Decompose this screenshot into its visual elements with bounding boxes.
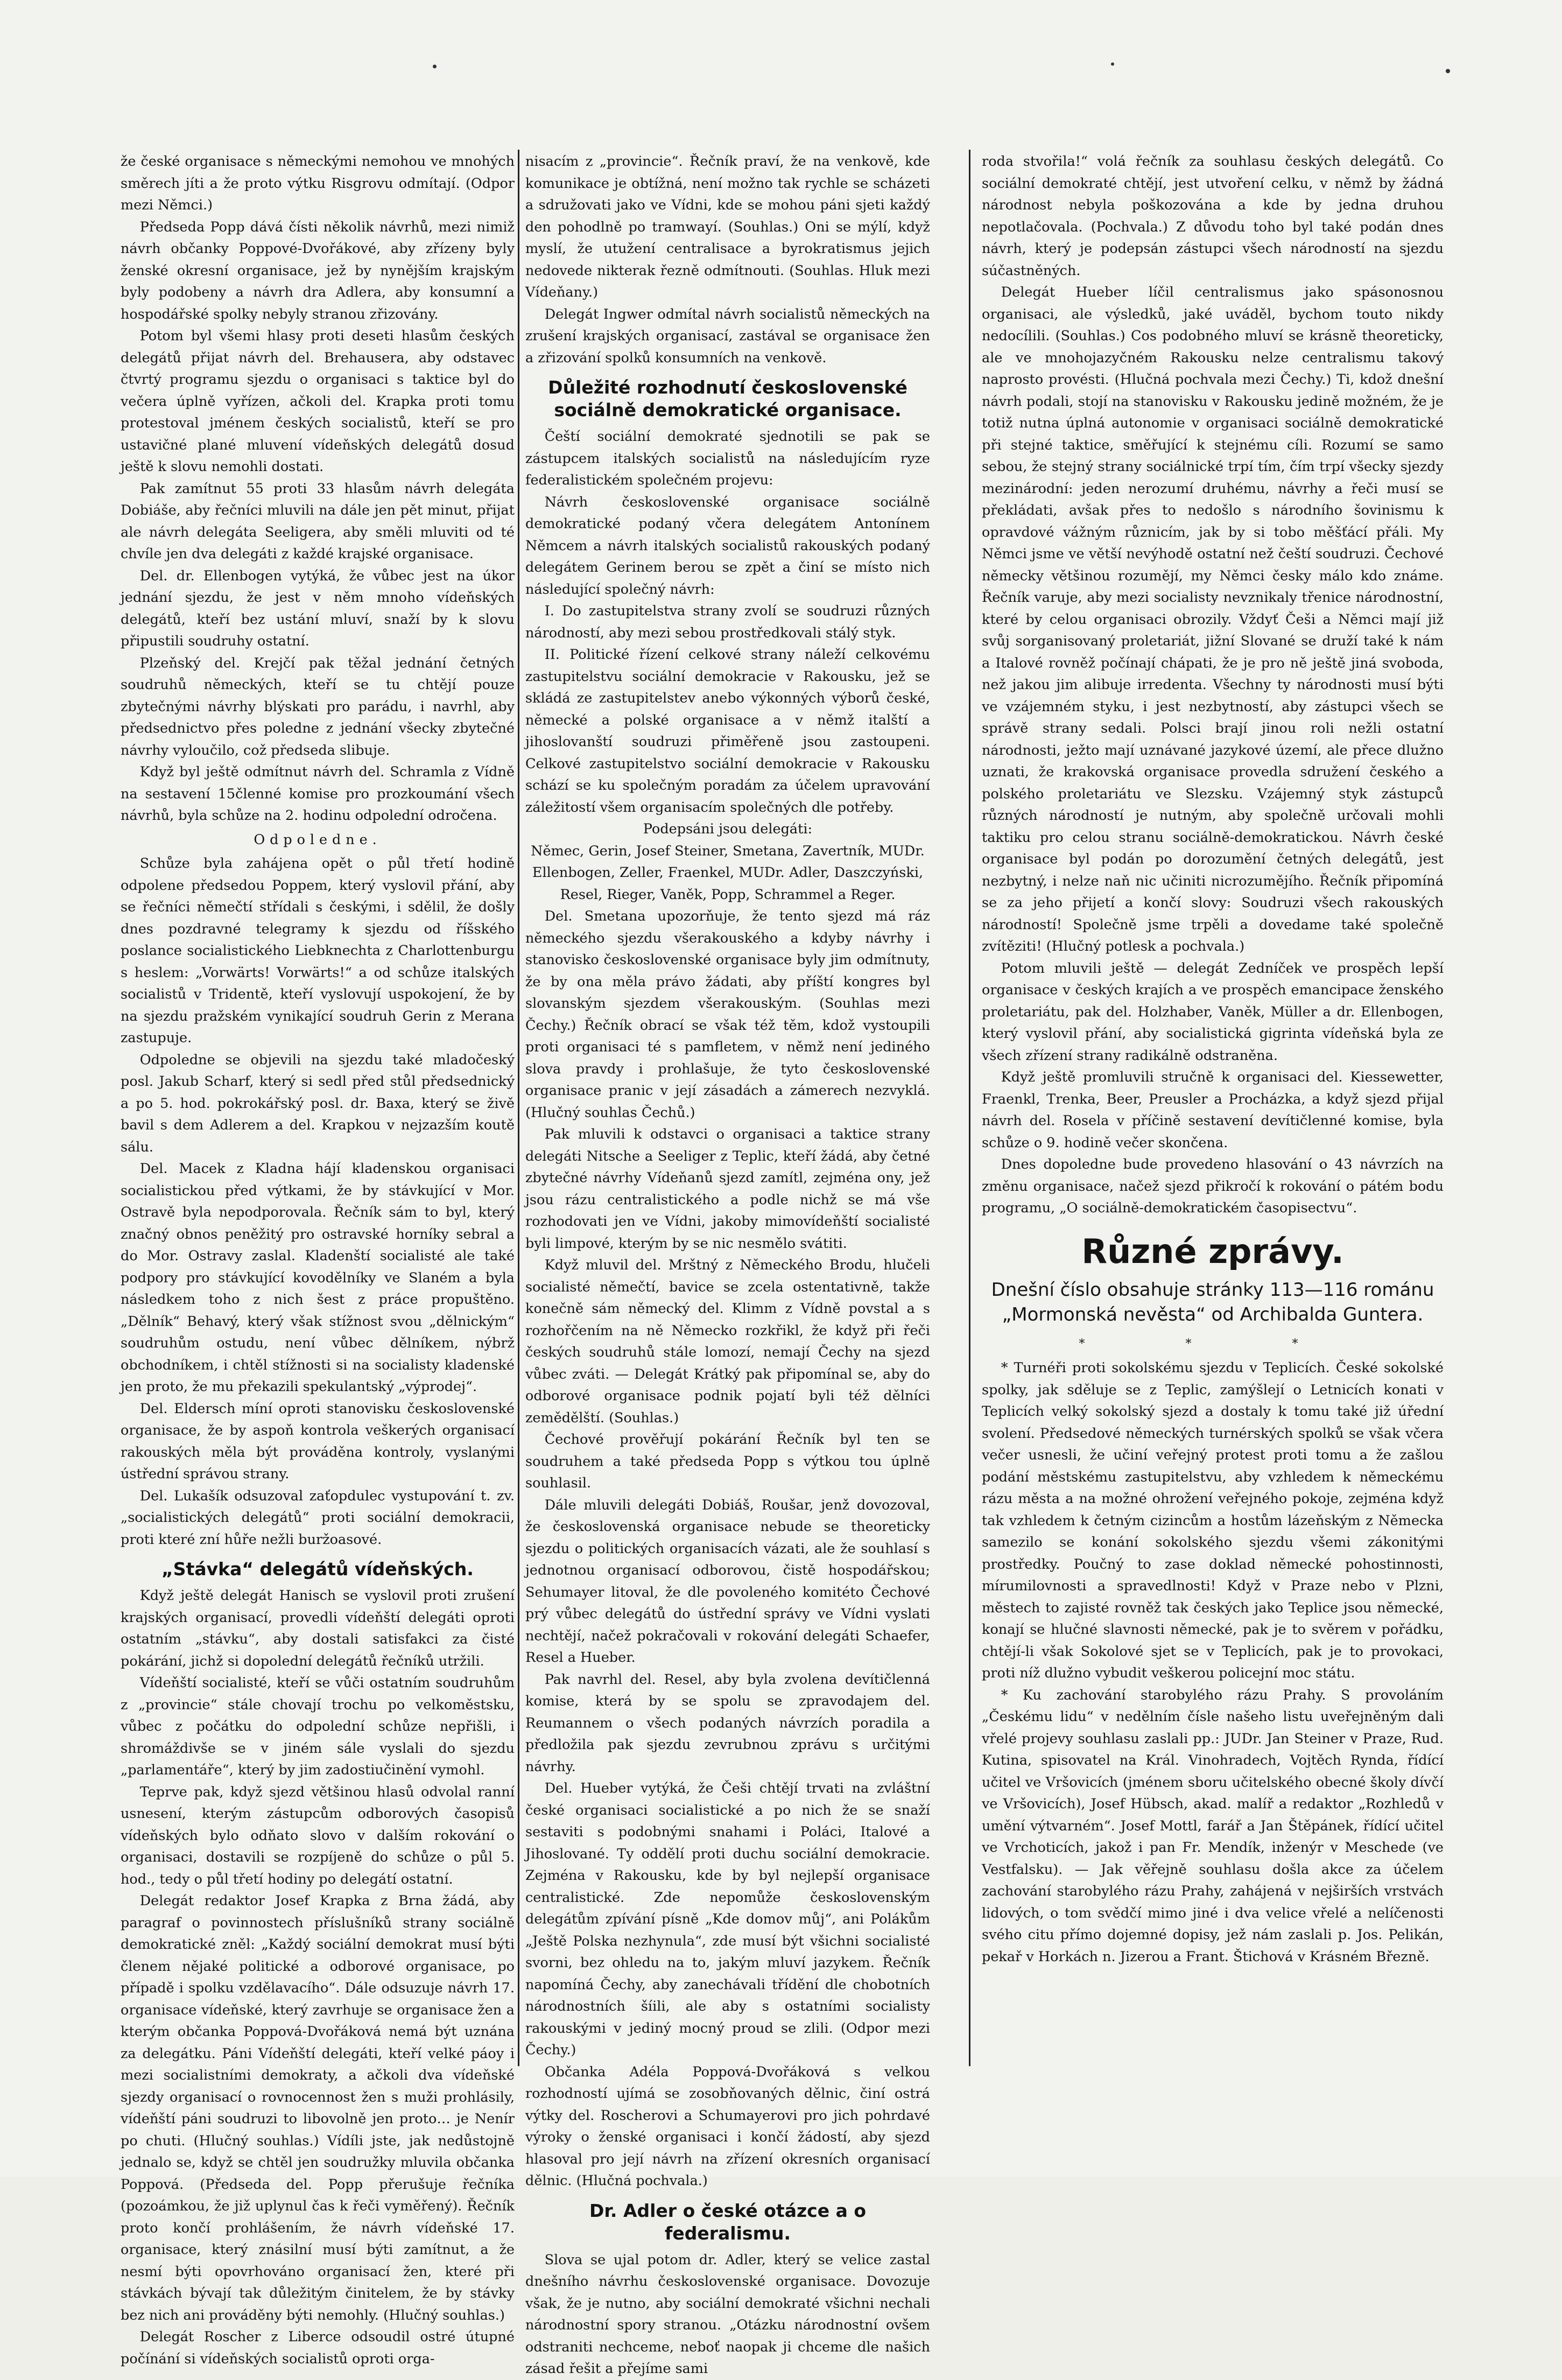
paragraph: Delegát Hueber líčil centralismus jako spásonosnou organisaci, ale výsledků, jaké uváděl, bychom touto nikdy nedocílili. (Souhlas.) Cos podobného mluví se krásně theoreticky, ale ve mnohojazyčném Rakousku nelze centralismu takový naprosto provésti. (Hlučná pochvala mezi Čechy.) Ti, kdož dnešní návrh podali, stojí na stanovisku v Rakousku jedině možném, že je totiž nutna úplná autonomie v organisaci sociálně demokratické při stejné taktice, směřující k stejnému cíli. Rozumí se samo sebou, že stejný strany sociálnické trpí tím, čím trpí všecky sjezdy mezinárodní: jeden nerozumí druhému, návrhy a řeči musí se překládati, avšak přes to nedošlo s národního šovinismu k opravdové vážným různicím, jak by si tobo měšťácí přáli. My Němci jsme ve větší nevýhodě ostatní než čeští soudruzi. Čechové německy většinou rozumějí, my Němci česky málo kdo známe. Řečník varuje, aby mezi socialisty nevznikaly třenice národnostní, které by celou organisaci obrozily. Vždyť Češi a Němci mají již svůj sorganisovaný proletariát, jižní Slované se druží také k nám a Italové rovněž počínají chápati, že je pro ně ještě jiná svoboda, než jakou jim alibuje irredenta. Všechny ty národnosti musí býti ve vzájemném styku, i jest nezbytností, aby zástupci všech se správě strany sedali. Polsci brají jinou roli nežli ostatní národnosti, ježto mají uznávané jazykové území, ale přece dlužno uznati, že krakovská organisace provedla sdružení českého a polského proletariátu ve Slezsku. Vzájemný styk zástupců různých národností je nutným, aby společně určovali mohli taktiku pro celou stranu sociálně-demokratickou. Návrh české organisace byl podán po dorozumění četných delegátů, jest nezbytný, i nelze naň nic učiniti nicrozumějího. Řečník připomíná se za jeho přijetí a končí slovy: Soudruzi všech rakouských národností! Společně jsme trpěli a dovedame také společně zvítěziti! (Hlučný potlesk a pochvala.) (982, 284, 1444, 954)
paragraph: Del. Hueber vytýká, že Češi chtějí trvati na zvláštní české organisaci socialistické a po nich že se snaží sestaviti s podobnými snahami i Poláci, Italové a Jihoslované. Ty oddělí proti duchu sociální demokracie. Zejména v Rakousku, kde by byl nejlepší organisace centralistické. Zde nepomůže československým delegátům zpívání písně „Kde domov můj“, ani Polákům „Ještě Polska nezhynula“, zde musí být všichni socialisté svorni, bez ohledu na to, jakým mluví jazykem. Řečník napomíná Čechy, aby zanechávali třídění dle chobotních národnostních šíili, ale aby s ostatními socialisty rakouskými v jediný mocný proud se zlili. (Odpor mezi Čechy.) (525, 1780, 930, 2058)
paragraph: II. Politické řízení celkové strany náleží celkovému zastupitelstvu sociální demokracie v Rakousku, jež se skládá ze zastupitelstev anebo výkonných výborů české, německé a polské organisace a v němž italští a jihoslovanští soudruzi přiměřeně jsou zastoupeni. Celkové zastupitelstvo sociální demokracie v Rakousku schází se ku společným poradám za účelem upravování záležitostí všem organisacím společných dle potřeby. (525, 647, 930, 816)
column-right (982, 151, 1444, 2121)
paragraph: Vídeňští socialisté, kteří se vůči ostatním soudruhům z „provincie“ stále chovají trochu po velkoměstsku, vůbec z počátku do odpolední schůze nepřišli, i shromáždivše se v jiném sále vyslali do sjezdu „parlamentáře“, který by jim zadostiučinění vymohl. (121, 1675, 515, 1778)
paragraph: Dnes dopoledne bude provedeno hlasování o 43 návrzích na změnu organisace, načež sjezd přikročí k rokování o pátém bodu programu, „O sociálně-demokratickém časopisectvu“. (982, 1156, 1444, 1216)
article-heading: Důležité rozhodnutí československé sociálně demokratické organisace. (548, 377, 907, 420)
column-left (121, 151, 515, 2367)
paragraph: Odpoledne se objevili na sjezdu také mladočeský posl. Jakub Scharf, který si sedl před stůl předsednický a po 5. hod. pokrokářský posl. dr. Baxa, který se živě bavil s dem Adlerem a del. Krapkou v nejzazším koutě sálu. (121, 1051, 515, 1155)
paragraph: Dále mluvili delegáti Dobiáš, Roušar, jenž dovozoval, že československá organisace nebude se theoreticky sjezdu o politických organisacích vázati, ale že souhlasí s jednotnou organisací odborovou, čistě hospodářskou; Sehumayer litoval, že dle povoleného komitéto Čechové prý vůbec delegátů do ústřední správy ve Vídni vyslati nechtějí, načež pokračovali v rokování delegáti Schaefer, Resel a Hueber. (525, 1497, 930, 1666)
paragraph: roda stvořila!“ volá řečník za souhlasu českých delegátů. Co sociální demokraté chtějí, jest utvoření celku, v němž by žádná národnost nebyla poškozována a kde by jedna druhou nepotlačovala. (Pochvala.) Z důvodu toho byl také podán dnes návrh, který je podepsán zástupci všech národností na sjezdu súčastněných. (982, 153, 1444, 279)
column-rule (969, 150, 970, 2066)
article-heading: „Stávka“ delegátů vídeňských. (161, 1558, 474, 1579)
paragraph: Návrh československé organisace sociálně demokratické podaný včera delegátem Antonínem Němcem a návrh italských socialistů rakouských podaný delegátem Gerinem berou se zpět a činí se místo nich následující společný návrh: (525, 494, 930, 598)
paragraph: Pak mluvili k odstavci o organisaci a taktice strany delegáti Nitsche a Seeliger z Teplic, kteří žádá, aby četné zbytečné návrhy Vídeňanů sjezd zamítl, zejména ony, jež jsou rázu centralistického a podle nichž se má vše rozhodovati jen ve Vídni, jakoby mimovídeňští socialisté byli limpové, kterým by se nic nesmělo svátiti. (525, 1126, 930, 1252)
ink-speck (1446, 69, 1450, 73)
column-middle (525, 151, 930, 2377)
paragraph: Když ještě promluvili stručně k organisaci del. Kiessewetter, Fraenkl, Trenka, Beer, Preusler a Procházka, a když sjezd přijal návrh del. Rosela v příčině sestavení devítičlenné komise, byla schůze o 9. hodině večer skončena. (982, 1069, 1444, 1151)
paragraph: Když byl ještě odmítnut návrh del. Schramla z Vídně na sestavení 15členné komise pro prozkoumání všech návrhů, byla schůze na 2. hodinu odpolední odročena. (121, 764, 515, 824)
paragraph: Plzeňský del. Krejčí pak těžal jednání četných soudruhů německých, kteří se tu chtějí pouze zbytečnými návrhy blýskati pro parádu, i navrhl, aby předsednictvo přes poledne z jednání všecky zbytečné návrhy vyloučilo, což předseda slibuje. (121, 655, 515, 759)
paragraph: Předseda Popp dává čísti několik návrhů, mezi nimiž návrh občanky Poppové-Dvořákové, aby zřízeny byly ženské okresní organisace, jež by nynějším krajským byly podobeny a návrh dra Adlera, aby konsumní a hospodářské spolky nebyly stranou zřizovány. (121, 219, 515, 322)
article-heading: Dr. Adler o české otázce a o federalismu. (589, 2200, 867, 2244)
paragraph: Schůze byla zahájena opět o půl třetí hodině odpolene předsedou Poppem, který vyslovil přání, aby se řečníci němečtí střídali s českými, i sdělil, že došly dnes pozdravné telegramy k sjezdu od říšského poslance socialistického Liebknechta z Charlottenburgu s heslem: „Vorwärts! Vorwärts!“ a od schůze italských socialistů v Tridentě, kteří vyslovují uspokojení, že by na sjezdu pražském vynikající soudruh Gerin z Merana zastupuje. (121, 855, 515, 1046)
paragraph: Pak zamítnut 55 proti 33 hlasům návrh delegáta Dobiáše, aby řečníci mluvili na dále jen pět minut, přijat ale návrh delegáta Seeligera, aby směli mluviti od té chvíle jen dva delegáti z každé krajské organisace. (121, 480, 515, 562)
paragraph: Slova se ujal potom dr. Adler, který se velice zastal dnešního návrhu československé organisace. Dovozuje však, že je nutno, aby sociální demokraté všichni nechali národnostní spory stranou. „Otázku národnostní ovšem odstraniti nechceme, neboť naopak ji chceme dle našich zásad řešit a přejíme sami (525, 2251, 930, 2377)
paragraph: Když mluvil del. Mrštný z Německého Brodu, hlučeli socialisté němečtí, bavice se zcela ostentativně, takže konečně sám německý del. Klimm z Vídně povstal a s rozhořčením na ně Německo rozkřikl, že když při řeči českých soudruhů stále lomozí, nemají Čechy na sjezd vůbec zváti. — Delegát Krátký pak připomínal se, aby do odborové organisace podnik pojatí byli též dělníci zemědělští. (Souhlas.) (525, 1257, 930, 1426)
paragraph: Delegát Roscher z Liberce odsoudil ostré útupné počínání si vídeňských socialistů oproti orga- (121, 2329, 515, 2367)
paragraph: Potom mluvili ještě — delegát Zedníček ve prospěch lepší organisace v českých krajích a ve prospěch emancipace ženského proletariátu, pak del. Holzhaber, Vaněk, Müller a dr. Ellenbogen, který vyslovil přání, aby socialistická gigrinta vídeňská byla ze všech zřízení strany radikálně odstraněna. (982, 960, 1444, 1064)
paragraph: Potom byl všemi hlasy proti deseti hlasům českých delegátů přijat návrh del. Brehausera, aby odstavec čtvrtý programu sjezdu o organisaci s taktice byl do večera úplně vyřízen, ačkoli del. Krapka proti tomu protestoval jménem českých socialistů, kteří se pro ustavičné plané mluvení vídeňských delegátů dosud ještě k slovu nemohli dostati. (121, 328, 515, 475)
paragraph: nisacím z „provincie“. Řečník praví, že na venkově, kde komunikace je obtížná, není možno tak rychle se scházeti a sdružovati jako ve Vídni, kde se mohou páni sjeti každý den pohodlně po tramwayí. (Souhlas.) Oni se mýlí, když myslí, že utužení centralisace a byrokratismus jejich nedovede nikterak řezně odmítnouti. (Souhlas. Hluk mezi Vídeňany.) (525, 153, 930, 300)
paragraph: Pak navrhl del. Resel, aby byla zvolena devítičlenná komise, která by se spolu se zpravodajem del. Reumannem o všech podaných návrzích poradila a předložila pak sjezdu zevrubnou zprávu s určitými návrhy. (525, 1671, 930, 1775)
paragraph: Del. Macek z Kladna hájí kladenskou organisaci socialistickou před výtkami, že by stávkující v Mor. Ostravě byla nepodporovala. Řečník sám to byl, který značný obnos peněžitý pro ostravské horníky sebral a do Mor. Ostravy zaslal. Kladenští socialisté ale také podpory pro stávkující kovodělníky ve Slaném a byla následkem toho z nich šest z práce propuštěno. „Dělník“ Behavý, který však stížnost svou „dělnickým“ soudruhům ostudu, není vůbec dělníkem, nýbrž obchodníkem, i chtěl stížnosti si na socialisty kladenské jen proto, že mu překazili spekulantský „výprodej“. (121, 1161, 515, 1395)
paragraph: že české organisace s německými nemohou ve mnohých směrech jíti a že proto výtku Risgrovu odmítají. (Odpor mezi Němci.) (121, 153, 515, 213)
section-heading: Různé zprávy. (1081, 1231, 1344, 1271)
news-item: * Ku zachování starobylého rázu Prahy. S provoláním „Českému lidu“ v nedělním čísle našeho listu uveřejněným dali vřelé projevy souhlasu zaslali pp.: JUDr. Jan Steiner v Praze, Rud. Kutina, spisovatel na Král. Vinohradech, Vojtěch Rynda, řídící učitel ve Vršovicích (jménem sboru učitelského obecné školy dívčí ve Vršovicích), Josef Hübsch, akad. malíř a redaktor „Rozhledů v umění výtvarném“. Josef Mottl, farář a Jan Štěpánek, řídící učitel ve Vrchoticích, jakož i pan Fr. Mendík, inženýr v Meschede (ve Vestfalsku). — Jak věřejně souhlasu došla akce za účelem zachování starobylého rázu Prahy, zahájená v nejširších vrstvách lidových, o tom svědčí mimo jiné i dva velice vřelé a nelíčenosti svého citu přímo dojemné dopisy, jež nám zaslali p. Jos. Pelikán, pekař v Horkách n. Jizerou a Frant. Štichová v Krásném Březně. (982, 1687, 1444, 1965)
ink-speck (433, 65, 437, 68)
paragraph: Když ještě delegát Hanisch se vyslovil proti zrušení krajských organisací, provedli vídeňští delegáti oproti ostatním „stávku“, aby dostali satisfakci za čisté pokárání, jichž si dopolední delegátů řečníků utržili. (121, 1588, 515, 1669)
column-rule (518, 150, 519, 2066)
news-item: * Turnéři proti sokolskému sjezdu v Teplicích. České sokolské spolky, jak sděluje se z Teplic, zamýšlejí o Letnicích konati v Teplicích velký sokolský sjezd a dostaly k tomu také již úřední svolení. Předsedové německých turnérských spolků se však včera večer usnesli, že učiní veřejný protest proti tomu a že zašlou podání městskému zastupitelstvu, aby vzhledem k německému rázu města a na možné ohrožení veřejného pokoje, zejména když tak vzhledem k četným cizincům a hostům lázeňským z Německa samezilo se konání sokolského sjezdu všemi zákonitými prostředky. Poučný to zase doklad německé pohostinnosti, mírumilovnosti a spravedlnosti! Když v Praze nebo v Plzni, městech to zajisté rovněž tak českých jako Teplice jsou německé, konají se hlučné slavnosti německé, pak je to svěrem v pořádku, chtějí-li však Sokolové sjet se v Teplicích, pak je to provokaci, proti níž dlužno vybudit veškerou policejní moc státu. (982, 1360, 1444, 1681)
paragraph: I. Do zastupitelstva strany zvolí se soudruzi různých národností, aby mezi sebou prostředkovali stálý styk. (525, 603, 930, 641)
ink-speck (1111, 62, 1114, 66)
paragraph: Del. Eldersch míní oproti stanovisku československé organisace, že by aspoň kontrola veškerých organisací rakouských měla být prováděna kontroly, vyslanými ústřední správou strany. (121, 1400, 515, 1482)
signatories-list: Němec, Gerin, Josef Steiner, Smetana, Zavertník, MUDr. Ellenbogen, Zeller, Fraenkel, MUDr. Adler, Daszczyński, Resel, Rieger, Vaněk, Popp, Schrammel a Reger. (531, 843, 925, 903)
paragraph: Teprve pak, když sjezd většinou hlasů odvolal ranní usnesení, kterým zástupcům odborových časopisů vídeňských bylo odňato slovo v dalším rokování o organisaci, dostavili se rozpíjeně do schůze o půl 5. hod., tedy o půl třetí hodiny po delegátí ostatní. (121, 1784, 515, 1887)
paragraph: Delegát Ingwer odmítal návrh socialistů německých na zrušení krajských organisací, zastával se organisace žen a zřizování spolků konsumních na venkově. (525, 306, 930, 366)
paragraph: Delegát redaktor Josef Krapka z Brna žádá, aby paragraf o povinnostech příslušníků strany sociálně demokratické zněl: „Každý sociální demokrat musí býti členem nějaké politické a odborové organisace, po případě i spolku vzdělavacího“. Dále odsuzuje návrh 17. organisace vídeňské, který zavrhuje se organisace žen a kterým občanka Poppová-Dvořáková nemá být uznána za delegátku. Páni Vídeňští delegáti, kteří velké páoy i mezi socialistními demokraty, a ačkoli dva vídeňské sjezdy organisací o rovnocennost žen s muži prohlásily, vídeňští páni soudruzi to libovolně jen proto… je Nenír po chuti. (Hlučný souhlas.) Vídíli jste, jak nedůstojně jednalo se, když se chtěl jen soudružky mluvila občanka Poppová. (Předseda del. Popp přerušuje řečníka (pozoámkou, že již uplynul čas k řeči vyměřený). Řečník proto končí prohlášením, že návrh vídeňské 17. organisace, který znásilní musí býti zamítnut, a že nesmí býti opovrhováno organisací žen, které při stávkách bývají tak důležitým činitelem, že by stávky bez nich ani prováděny býti nemohly. (Hlučný souhlas.) (121, 1893, 515, 2323)
paragraph: Občanka Adéla Poppová-Dvořáková s velkou rozhodností ujímá se zosobňovaných dělnic, činí ostrá výtky del. Roscherovi a Schumayerovi pro jich pohrdavé výroky o ženské organisaci i končí žádostí, aby sjezd hlasoval pro její návrh na zřízení okresních organisací dělnic. (Hlučná pochvala.) (525, 2063, 930, 2189)
paragraph: Del. Lukašík odsuzoval zaťopdulec vystupování t. zv. „socialistických delegátů“ proti sociální demokracii, proti které zní hůře nežli buržoasové. (121, 1487, 515, 1548)
supplement-note: Dnešní číslo obsahuje stránky 113—116 románu „Mormonská nevěsta“ od Archibalda Guntera. (991, 1279, 1434, 1325)
paragraph: Čeští sociální demokraté sjednotili se pak se zástupcem italských socialistů na následujícím ryze federalistickém společném projevu: (525, 429, 930, 488)
paragraph: Čechové prověřují pokárání Řečník byl ten se soudruhem a také předseda Popp s výtkou tou úplně souhlasil. (525, 1431, 930, 1491)
separator-stars: * * * (1079, 1337, 1347, 1351)
signatories-label: Podepsáni jsou delegáti: (643, 821, 813, 837)
paragraph: Del. Smetana upozorňuje, že tento sjezd má ráz německého sjezdu všerakouského a kdyby návrhy i stanovisko československé organisace byly jim odmítnuty, že by ona měla právo žádati, aby příští kongres byl slovanským sjezdem všerakouským. (Souhlas mezi Čechy.) Řečník obrací se však též těm, kdož vystoupili proti organisaci té s pamfletem, v němž není jediného slova pravdy i prohlašuje, že tyto československé organisace pranic v její zásadách a zámerech nezvyklá. (Hlučný souhlas Čechů.) (525, 908, 930, 1121)
paragraph: Del. dr. Ellenbogen vytýká, že vůbec jest na úkor jednání sjezdu, že jest v něm mnoho vídeňských delegátů, kteří bez ustání mluví, snaží by k slovu připustili soudruhy ostatní. (121, 567, 515, 649)
section-subheading: Odpoledne. (254, 831, 382, 848)
